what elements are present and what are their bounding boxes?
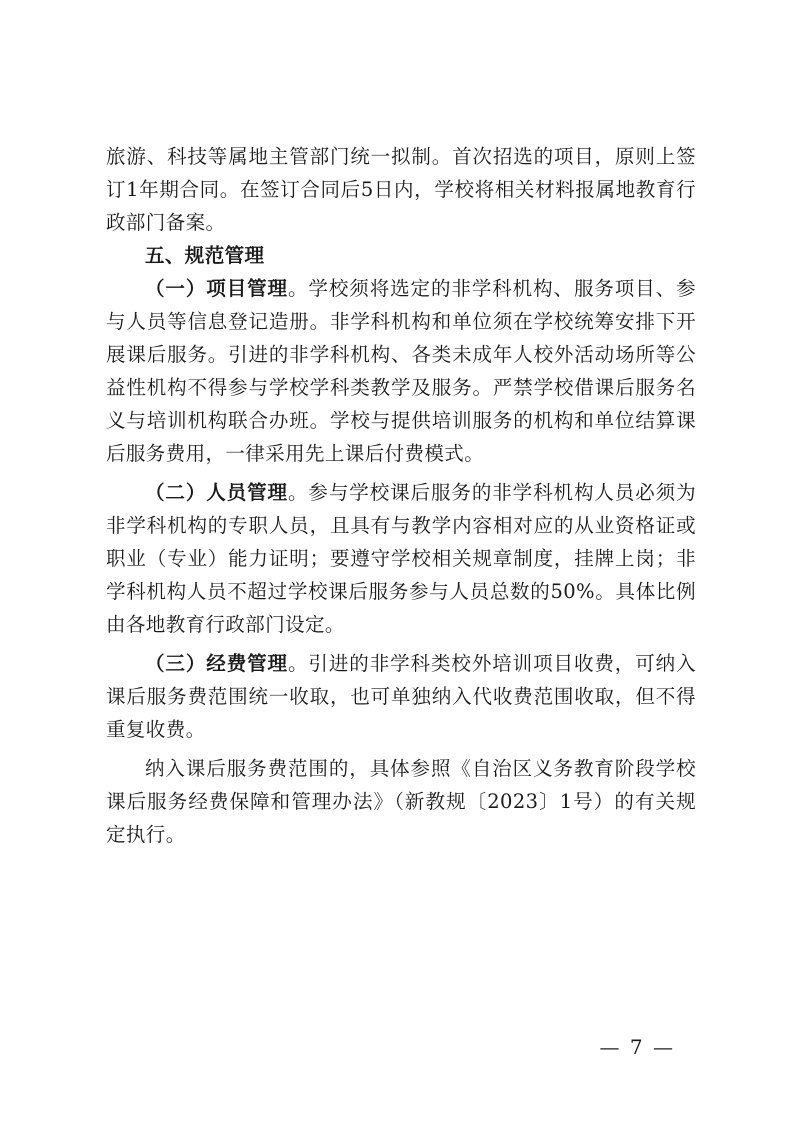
item-text: 。参与学校课后服务的非学科机构人员必须为非学科机构的专职人员，且具有与教学内容相对应的从业资格证或职业（专业）能力证明；要遵守学校相关规章制度，挂牌上岗；非学科机构人员不超过学校课后服务参与人员总数的50%。具体比例由各地教育行政部门设定。 — [106, 481, 696, 636]
item-label: （一）项目管理 — [145, 277, 288, 300]
item-label: （三）经费管理 — [145, 652, 288, 675]
final-paragraph: 纳入课后服务费范围的，具体参照《自治区义务教育阶段学校课后服务经费保障和管理办法》（新教规〔2023〕1号）的有关规定执行。 — [106, 757, 696, 846]
item-text: 。学校须将选定的非学科机构、服务项目、参与人员等信息登记造册。非学科机构和单位须在学校统筹安排下开展课后服务。引进的非学科机构、各类未成年人校外活动场所等公益性机构不得参与学校学科类教学及服务。严禁学校借课后服务名义与培训机构联合办班。学校与提供培训服务的机构和单位结算课后服务费用，一律采用先上课后付费模式。 — [106, 277, 696, 465]
section-heading: 五、规范管理 — [145, 244, 265, 267]
item-label: （二）人员管理 — [145, 481, 288, 504]
item-personnel-management — [106, 476, 696, 641]
page-number: — 7 — — [599, 1035, 675, 1059]
body-text — [106, 140, 696, 851]
item-text: 。引进的非学科类校外培训项目收费，可纳入课后服务费范围统一收取，也可单独纳入代收费范围收取，但不得重复收费。 — [106, 652, 696, 741]
item-project-management — [106, 272, 696, 470]
continuation-paragraph: 旅游、科技等属地主管部门统一拟制。首次招选的项目，原则上签订1年期合同。在签订合同后5日内，学校将相关材料报属地教育行政部门备案。 — [106, 145, 696, 234]
item-funding-management — [106, 647, 696, 746]
